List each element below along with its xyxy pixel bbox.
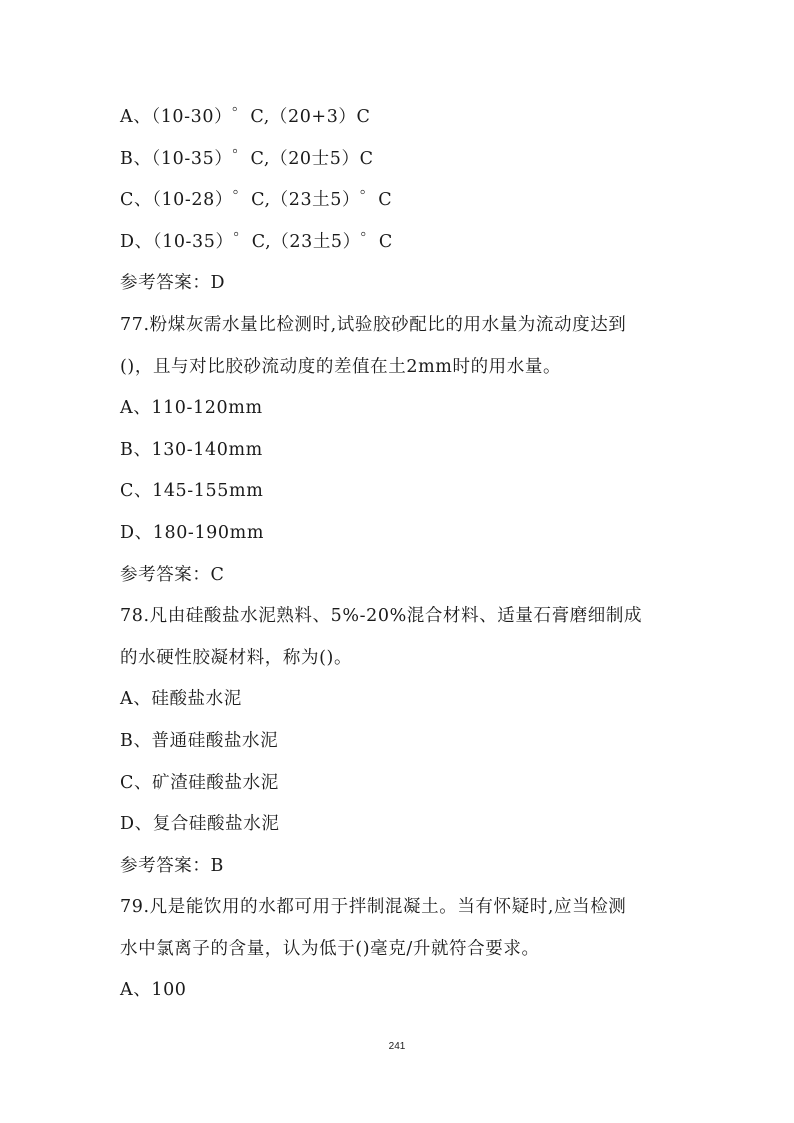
q79-question-line-2: 水中氯离子的含量，认为低于()毫克/升就符合要求。 bbox=[120, 938, 540, 959]
q76-option-a: A、（10-30）゜C,（20+3）C bbox=[120, 107, 371, 127]
q79-option-a: A、100 bbox=[120, 980, 187, 1001]
q78-option-a: A、硅酸盐水泥 bbox=[120, 689, 242, 710]
q77-question-line-2: ()，且与对比胶砂流动度的差值在土2mm时的用水量。 bbox=[120, 356, 562, 377]
q78-option-b: B、普通硅酸盐水泥 bbox=[120, 730, 279, 751]
q78-question-line-2: 的水硬性胶凝材料，称为()。 bbox=[120, 647, 353, 668]
q78-answer: 参考答案：B bbox=[120, 855, 224, 876]
q76-option-b: B、（10-35）゜C,（20士5）C bbox=[120, 148, 374, 169]
q76-answer: 参考答案：D bbox=[120, 273, 226, 294]
q77-option-d: D、180-190mm bbox=[120, 522, 265, 543]
q76-option-d: D、（10-35）゜C,（23土5）゜C bbox=[120, 231, 393, 252]
q77-answer: 参考答案：C bbox=[120, 564, 225, 585]
q78-option-d: D、复合硅酸盐水泥 bbox=[120, 814, 280, 835]
q78-question-line-1: 78.凡由硅酸盐水泥熟料、5%-20%混合材料、适量石膏磨细制成 bbox=[120, 606, 643, 627]
q76-option-c: C、（10-28）゜C,（23土5）゜C bbox=[120, 190, 393, 211]
q77-question-line-1: 77.粉煤灰需水量比检测时,试验胶砂配比的用水量为流动度达到 bbox=[120, 314, 627, 335]
q77-option-a: A、110-120mm bbox=[120, 398, 263, 419]
q77-option-b: B、130-140mm bbox=[120, 439, 263, 460]
q79-question-line-1: 79.凡是能饮用的水都可用于拌制混凝土。当有怀疑时,应当检测 bbox=[120, 897, 627, 918]
q77-option-c: C、145-155mm bbox=[120, 481, 264, 502]
page-content bbox=[120, 97, 680, 1012]
q78-option-c: C、矿渣硅酸盐水泥 bbox=[120, 772, 279, 793]
page-number: 241 bbox=[388, 1041, 406, 1052]
